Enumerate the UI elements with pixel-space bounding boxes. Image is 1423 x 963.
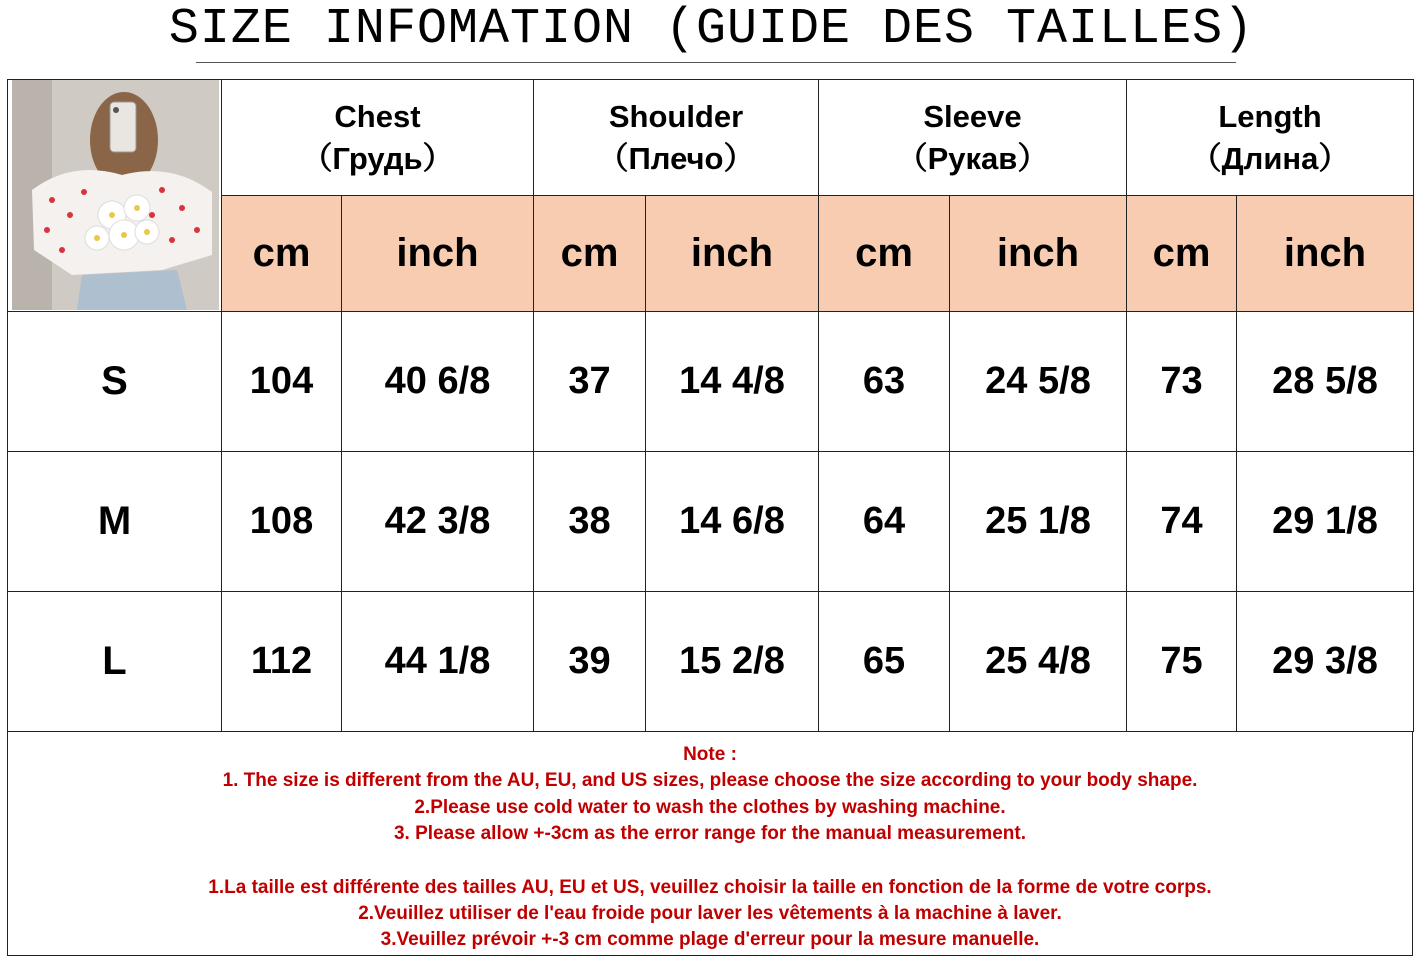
table-cell: 39 xyxy=(534,592,646,732)
unit-cm: cm xyxy=(819,196,950,312)
header-chest-label: Chest xyxy=(334,98,421,134)
table-cell: 15 2/8 xyxy=(646,592,819,732)
page-title: SIZE INFOMATION (GUIDE DES TAILLES) xyxy=(168,1,1255,58)
table-cell: 24 5/8 xyxy=(950,312,1127,452)
table-cell: 42 3/8 xyxy=(342,452,534,592)
table-cell: 29 3/8 xyxy=(1237,592,1414,732)
header-length xyxy=(1127,80,1414,196)
table-cell: 28 5/8 xyxy=(1237,312,1414,452)
header-sleeve-label: Sleeve xyxy=(923,98,1022,134)
model-photo-illustration xyxy=(12,80,219,310)
table-cell: 14 6/8 xyxy=(646,452,819,592)
table-cell: 112 xyxy=(222,592,342,732)
model-photo xyxy=(12,80,219,310)
table-cell: 73 xyxy=(1127,312,1237,452)
table-row xyxy=(8,452,1414,592)
header-sleeve xyxy=(819,80,1127,196)
size-label: M xyxy=(8,452,222,592)
table-row xyxy=(8,592,1414,732)
table-cell: 25 4/8 xyxy=(950,592,1127,732)
table-cell: 64 xyxy=(819,452,950,592)
table-cell: 63 xyxy=(819,312,950,452)
header-length-sub: （Длина） xyxy=(1190,140,1350,176)
unit-inch: inch xyxy=(950,196,1127,312)
note-line: 1.La taille est différente des tailles AU, EU et US, veuillez choisir la taille en fonction de la forme de votre corps. xyxy=(208,876,1212,898)
unit-inch: inch xyxy=(342,196,534,312)
table-cell: 40 6/8 xyxy=(342,312,534,452)
table-cell: 44 1/8 xyxy=(342,592,534,732)
unit-cm: cm xyxy=(222,196,342,312)
table-row xyxy=(8,312,1414,452)
notes-panel xyxy=(7,732,1413,956)
header-chest-sub: （Грудь） xyxy=(301,140,454,176)
title-underline xyxy=(196,62,1236,63)
note-line: 2.Veuillez utiliser de l'eau froide pour laver les vêtements à la machine à laver. xyxy=(358,902,1062,924)
table-cell: 74 xyxy=(1127,452,1237,592)
note-line: 1. The size is different from the AU, EU, and US sizes, please choose the size according to your body shape. xyxy=(222,770,1198,792)
table-cell: 38 xyxy=(534,452,646,592)
header-sleeve-sub: （Рукав） xyxy=(896,140,1049,176)
header-length-label: Length xyxy=(1218,98,1322,134)
note-heading: Note : xyxy=(683,744,737,765)
size-label: S xyxy=(8,312,222,452)
unit-inch: inch xyxy=(1237,196,1414,312)
table-cell: 65 xyxy=(819,592,950,732)
note-line: 2.Please use cold water to wash the clothes by washing machine. xyxy=(414,796,1006,818)
note-line: 3. Please allow +-3cm as the error range for the manual measurement. xyxy=(393,823,1026,845)
header-chest xyxy=(222,80,534,196)
table-cell: 75 xyxy=(1127,592,1237,732)
size-label: L xyxy=(8,592,222,732)
table-cell: 108 xyxy=(222,452,342,592)
table-cell: 104 xyxy=(222,312,342,452)
header-shoulder-sub: （Плечо） xyxy=(597,140,755,176)
table-cell: 29 1/8 xyxy=(1237,452,1414,592)
unit-cm: cm xyxy=(534,196,646,312)
header-shoulder-label: Shoulder xyxy=(608,98,744,134)
note-line: 3.Veuillez prévoir +-3 cm comme plage d'erreur pour la mesure manuelle. xyxy=(380,929,1040,951)
unit-inch: inch xyxy=(646,196,819,312)
header-shoulder xyxy=(534,80,819,196)
unit-cm: cm xyxy=(1127,196,1237,312)
table-cell: 25 1/8 xyxy=(950,452,1127,592)
table-cell: 14 4/8 xyxy=(646,312,819,452)
table-cell: 37 xyxy=(534,312,646,452)
